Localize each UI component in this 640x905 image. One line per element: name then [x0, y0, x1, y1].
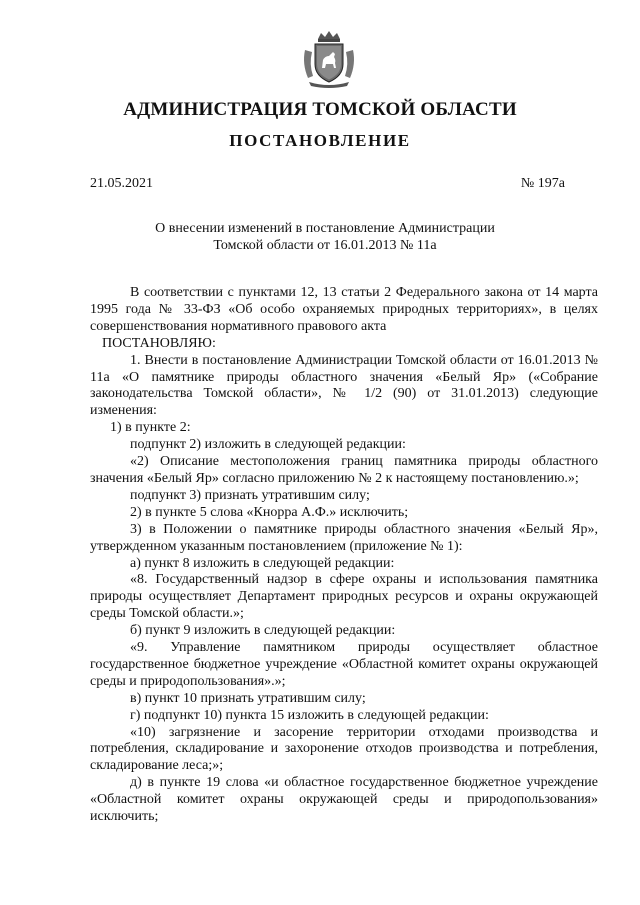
coat-of-arms-icon [299, 30, 359, 90]
paragraph: д) в пункте 19 слова «и областное государственное бюджетное учреждение «Областной комитет охраны окружающей среды и природопользования» исключить; [90, 775, 598, 825]
paragraph: а) пункт 8 изложить в следующей редакции: [130, 555, 395, 571]
subject-line: Томской области от 16.01.2013 № 11а [213, 238, 437, 253]
document-type: ПОСТАНОВЛЕНИЕ [229, 131, 411, 150]
paragraph: «10) загрязнение и засорение территории отходами производства и потребления, складирование и захоронение отходов производства и потребления, складирование леса;»; [90, 724, 598, 774]
paragraph: подпункт 2) изложить в следующей редакции: [130, 437, 406, 453]
paragraph: 3) в Положении о памятнике природы областного значения «Белый Яр», утвержденном указанным постановлением (приложение № 1): [90, 521, 598, 554]
paragraph: в) пункт 10 признать утратившим силу; [130, 690, 366, 706]
document-subject [140, 220, 510, 254]
paragraph: «8. Государственный надзор в сфере охраны и использования памятника природы осуществляет Департамент природных ресурсов и охраны окружающей среды Томской области.»; [90, 572, 598, 622]
resolve-heading: ПОСТАНОВЛЯЮ: [102, 335, 216, 351]
document-number: № 197а [520, 176, 565, 191]
document-body [90, 285, 598, 826]
paragraph: подпункт 3) признать утратившим силу; [130, 487, 370, 503]
paragraph: 1) в пункте 2: [110, 420, 191, 436]
paragraph: б) пункт 9 изложить в следующей редакции: [130, 623, 396, 639]
subject-line: О внесении изменений в постановление Администрации [155, 221, 495, 236]
paragraph: г) подпункт 10) пункта 15 изложить в следующей редакции: [130, 707, 489, 723]
preamble-paragraph: В соответствии с пунктами 12, 13 статьи 2 Федерального закона от 14 марта 1995 года № 33-ФЗ «Об особо охраняемых природных территориях», в целях совершенствования нормативного правового акта [90, 285, 598, 334]
paragraph: 1. Внести в постановление Администрации Томской области от 16.01.2013 № 11а «О памятнике природы областного значения «Белый Яр» («Собрание законодательства Томской области», № 1/2 (90) от 31.01.2013) следующие изменения: [90, 352, 598, 419]
paragraph: «9. Управление памятником природы осуществляет областное государственное бюджетное учреждение «Областной комитет охраны окружающей среды и природопользования».»; [90, 640, 598, 689]
document-date: 21.05.2021 [90, 176, 153, 191]
paragraph: «2) Описание местоположения границ памятника природы областного значения «Белый Яр» согласно приложению № 2 к настоящему постановлению.»; [90, 454, 598, 486]
paragraph: 2) в пункте 5 слова «Кнорра А.Ф.» исключить; [130, 504, 409, 520]
organization-name: АДМИНИСТРАЦИЯ ТОМСКОЙ ОБЛАСТИ [123, 99, 517, 120]
